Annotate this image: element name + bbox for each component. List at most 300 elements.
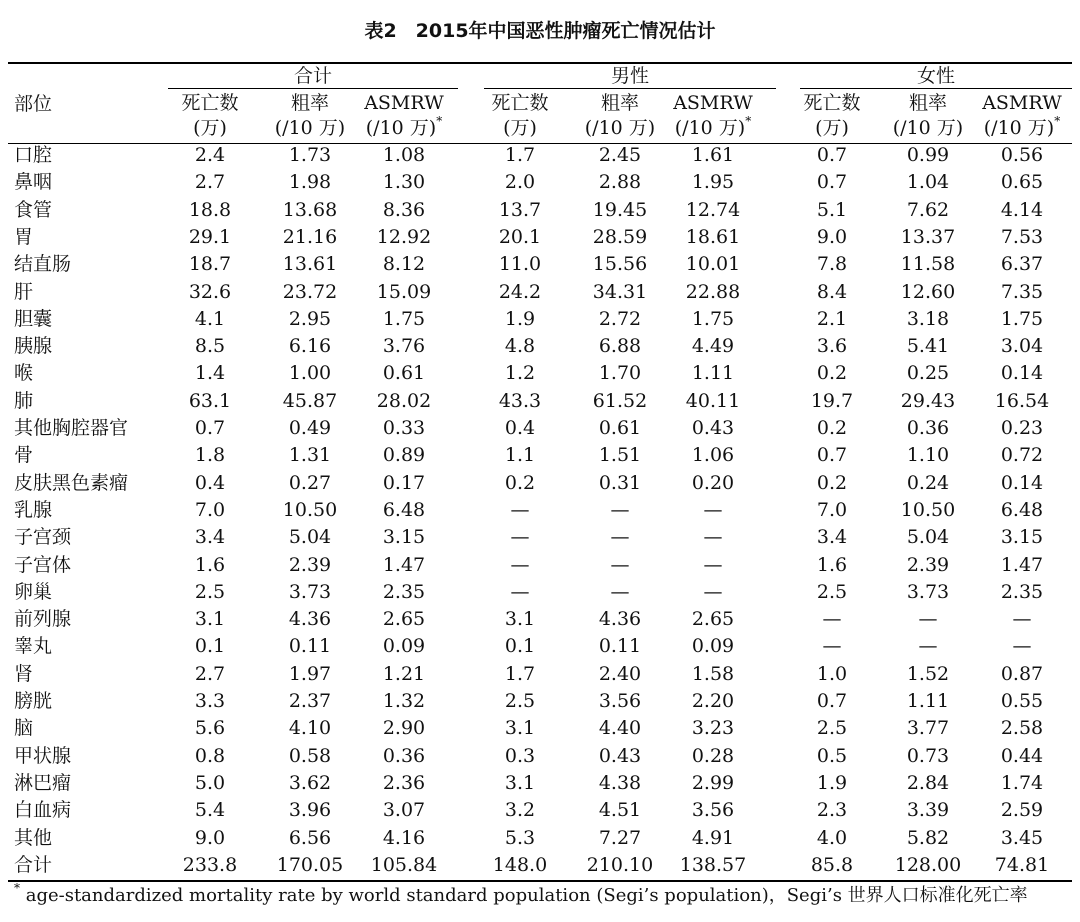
table-cell: 1.31 [288, 444, 332, 467]
subcolumn-header-line2 [262, 115, 358, 141]
table-cell: 13.68 [282, 198, 338, 221]
table-cell: 8.12 [382, 253, 426, 276]
subcolumn-header-line1: ASMRW [982, 92, 1062, 114]
table-cell: 10.01 [685, 253, 741, 276]
table-cell: 1.51 [598, 444, 642, 467]
table-cell: 0.27 [288, 471, 332, 494]
table-cell: 3.1 [194, 608, 226, 631]
table-cell: — [510, 526, 530, 549]
table-cell: 128.00 [894, 853, 962, 876]
table-cell: 43.3 [498, 389, 542, 412]
table-cell: — [918, 608, 938, 631]
row-site-label: 合计 [14, 853, 53, 876]
table-cell: 3.1 [504, 717, 536, 740]
table-cell: 5.3 [504, 826, 536, 849]
table-cell: 10.50 [900, 498, 956, 521]
table-cell: 1.10 [906, 444, 950, 467]
table-cell: 1.2 [504, 362, 536, 385]
table-cell: 3.1 [504, 608, 536, 631]
table-cell: 2.88 [598, 171, 642, 194]
table-cell: 0.55 [1000, 690, 1044, 712]
table-cell: 0.7 [816, 171, 848, 194]
table-title: 表2 2015年中国恶性肿瘤死亡情况估计 [364, 20, 716, 42]
table-cell: 29.43 [900, 389, 956, 412]
table-cell: 5.04 [288, 526, 332, 549]
row-site-label: 食管 [14, 198, 53, 221]
table-cell: 6.16 [288, 335, 332, 358]
table-cell: 0.73 [906, 744, 950, 767]
row-site-label: 胆囊 [14, 307, 53, 330]
row-site-label: 肺 [14, 389, 34, 412]
table-cell: 1.9 [504, 307, 536, 330]
table-cell: 18.8 [188, 198, 232, 221]
table-cell: 0.31 [598, 471, 642, 494]
table-cell: 3.18 [906, 307, 950, 330]
subcolumn-unit: (/10 万) [892, 117, 964, 139]
table-cell: 3.45 [1000, 826, 1044, 849]
table-cell: 1.75 [1000, 307, 1044, 330]
table-cell: 3.15 [382, 526, 426, 549]
table-cell: 2.35 [382, 580, 426, 603]
table-cell: 7.8 [816, 253, 848, 276]
table-cell: 2.37 [288, 690, 332, 712]
table-cell: 1.1 [504, 444, 536, 467]
table-cell: — [703, 526, 723, 549]
site-column-header: 部位 [14, 93, 53, 115]
table-cell: 1.52 [906, 662, 950, 685]
table-cell: — [918, 635, 938, 658]
table-cell: 2.95 [288, 307, 332, 330]
group-line-total [168, 88, 458, 89]
table-cell: 1.06 [691, 444, 735, 467]
table-cell: 0.33 [382, 417, 426, 439]
table-cell: 2.90 [382, 717, 426, 740]
group-female-header: 女性 [916, 65, 955, 87]
subcolumn-unit: (/10 万) [365, 117, 437, 139]
group-line-female [800, 88, 1072, 89]
table-cell: 3.73 [288, 580, 332, 603]
table-cell: 1.9 [816, 771, 848, 794]
subcolumn-header-line2 [880, 115, 976, 141]
table-cell: 2.35 [1000, 580, 1044, 603]
table-cell: 12.92 [376, 225, 432, 248]
table-cell: 13.37 [900, 225, 956, 248]
table-cell: 8.4 [816, 280, 848, 303]
table-cell: 2.0 [504, 171, 536, 194]
table-cell: 1.75 [382, 307, 426, 330]
row-site-label: 子宫颈 [14, 526, 72, 549]
table-cell: 0.7 [816, 144, 848, 166]
row-site-label: 卵巢 [14, 580, 53, 603]
table-cell: 1.11 [906, 690, 950, 712]
table-cell: 4.1 [194, 307, 226, 330]
table-cell: 0.44 [1000, 744, 1044, 767]
table-cell: 12.74 [685, 198, 741, 221]
table-cell: 3.1 [504, 771, 536, 794]
table-cell: 24.2 [498, 280, 542, 303]
table-cell: 0.7 [816, 690, 848, 712]
table-cell: 6.48 [1000, 498, 1044, 521]
table-cell: 1.00 [288, 362, 332, 385]
table-cell: 233.8 [182, 853, 238, 876]
table-cell: 210.10 [586, 853, 654, 876]
table-cell: 28.02 [376, 389, 432, 412]
table-cell: 4.36 [288, 608, 332, 631]
table-cell: 3.56 [691, 799, 735, 822]
table-cell: 7.53 [1000, 225, 1044, 248]
table-cell: 1.32 [382, 690, 426, 712]
table-cell: 0.11 [598, 635, 642, 658]
table-cell: 0.20 [691, 471, 735, 494]
table-cell: 6.48 [382, 498, 426, 521]
row-site-label: 脑 [14, 717, 34, 740]
row-site-label: 子宫体 [14, 553, 72, 576]
table-cell: 0.2 [816, 362, 848, 385]
table-cell: 2.7 [194, 171, 226, 194]
table-cell: 4.49 [691, 335, 735, 358]
table-cell: — [510, 580, 530, 603]
row-site-label: 甲状腺 [14, 744, 72, 767]
table-cell: 40.11 [685, 389, 741, 412]
subcolumn-header-line1: 死亡数 [181, 92, 239, 114]
table-cell: 16.54 [994, 389, 1050, 412]
table-cell: 0.17 [382, 471, 426, 494]
table-cell: 3.96 [288, 799, 332, 822]
subcolumn-unit: (/10 万) [983, 117, 1055, 139]
table-cell: 0.2 [504, 471, 536, 494]
table-cell: 3.15 [1000, 526, 1044, 549]
table-cell: 3.23 [691, 717, 735, 740]
table-cell: 5.0 [194, 771, 226, 794]
table-cell: 1.7 [504, 662, 536, 685]
row-site-label: 肝 [14, 280, 34, 303]
table-cell: 0.89 [382, 444, 426, 467]
table-cell: 3.76 [382, 335, 426, 358]
table-cell: 4.38 [598, 771, 642, 794]
table-cell: 63.1 [188, 389, 232, 412]
table-cell: 0.4 [194, 471, 226, 494]
row-site-label: 皮肤黑色素瘤 [14, 471, 129, 494]
table-cell: 0.58 [288, 744, 332, 767]
table-cell: 0.56 [1000, 144, 1044, 166]
subcolumn-header-line1: ASMRW [673, 92, 753, 114]
table-cell: — [610, 580, 630, 603]
row-site-label: 膀胱 [14, 690, 53, 712]
table-cell: 3.73 [906, 580, 950, 603]
table-cell: 0.87 [1000, 662, 1044, 685]
subcolumn-unit: (万) [193, 117, 227, 139]
table-cell: 74.81 [994, 853, 1050, 876]
group-total-header: 合计 [293, 65, 332, 87]
subcolumn-unit: (万) [815, 117, 849, 139]
table-cell: 0.36 [382, 744, 426, 767]
table-cell: 1.47 [1000, 553, 1044, 576]
table-cell: 3.77 [906, 717, 950, 740]
table-cell: 0.4 [504, 417, 536, 439]
subcolumn-header-line2 [665, 115, 761, 141]
table-cell: 0.28 [691, 744, 735, 767]
footnote-marker: * [14, 881, 20, 895]
table-cell: 1.74 [1000, 771, 1044, 794]
table-cell: 19.45 [592, 198, 648, 221]
table-cell: 2.58 [1000, 717, 1044, 740]
table-cell: 0.36 [906, 417, 950, 439]
subcolumn-header-line2 [572, 115, 668, 141]
table-cell: 3.2 [504, 799, 536, 822]
row-site-label: 其他胸腔器官 [14, 417, 129, 439]
table-cell: 5.41 [906, 335, 950, 358]
table-cell: 5.04 [906, 526, 950, 549]
table-cell: 7.27 [598, 826, 642, 849]
subcolumn-header-line1: 粗率 [290, 92, 329, 114]
row-site-label: 淋巴瘤 [14, 771, 72, 794]
table-cell: 0.24 [906, 471, 950, 494]
row-site-label: 乳腺 [14, 498, 53, 521]
table-cell: 2.20 [691, 690, 735, 712]
table-cell: 45.87 [282, 389, 338, 412]
table-cell: 8.36 [382, 198, 426, 221]
table-cell: 3.39 [906, 799, 950, 822]
footnote [14, 882, 1028, 910]
subcolumn-unit: (/10 万) [274, 117, 346, 139]
table-cell: — [703, 553, 723, 576]
table-cell: 2.4 [194, 144, 226, 166]
table-cell: 0.65 [1000, 171, 1044, 194]
subcolumn-header-line1: 粗率 [600, 92, 639, 114]
table-cell: 4.36 [598, 608, 642, 631]
table-cell: 2.39 [906, 553, 950, 576]
table-cell: 19.7 [810, 389, 854, 412]
table-cell: 4.0 [816, 826, 848, 849]
table-cell: 2.59 [1000, 799, 1044, 822]
table-cell: 6.88 [598, 335, 642, 358]
table-cell: 1.7 [504, 144, 536, 166]
table-cell: 0.3 [504, 744, 536, 767]
table-cell: 8.5 [194, 335, 226, 358]
table-cell: — [510, 553, 530, 576]
table-cell: 7.62 [906, 198, 950, 221]
table-cell: 3.3 [194, 690, 226, 712]
table-cell: 0.7 [194, 417, 226, 439]
table-cell: 15.56 [592, 253, 648, 276]
table-cell: 0.23 [1000, 417, 1044, 439]
table-cell: — [822, 635, 842, 658]
table-cell: 1.47 [382, 553, 426, 576]
table-cell: 0.7 [816, 444, 848, 467]
table-cell: 1.75 [691, 307, 735, 330]
table-cell: 4.40 [598, 717, 642, 740]
subcolumn-header-line2 [784, 115, 880, 141]
table-cell: 0.2 [816, 417, 848, 439]
subcolumn-unit: (万) [503, 117, 537, 139]
table-cell: 4.14 [1000, 198, 1044, 221]
table-cell: 1.58 [691, 662, 735, 685]
table-cell: 2.39 [288, 553, 332, 576]
table-cell: 61.52 [592, 389, 648, 412]
table-cell: 4.8 [504, 335, 536, 358]
table-cell: 9.0 [816, 225, 848, 248]
row-site-label: 鼻咽 [14, 171, 53, 194]
table-cell: 0.5 [816, 744, 848, 767]
table-cell: 1.73 [288, 144, 332, 166]
table-cell: 2.5 [194, 580, 226, 603]
table-cell: 29.1 [188, 225, 232, 248]
table-cell: 2.65 [691, 608, 735, 631]
table-cell: 3.07 [382, 799, 426, 822]
subcolumn-unit: (/10 万) [674, 117, 746, 139]
table-cell: 11.0 [498, 253, 542, 276]
table-cell: 0.72 [1000, 444, 1044, 467]
table-cell: 170.05 [276, 853, 344, 876]
table-cell: 15.09 [376, 280, 432, 303]
table-cell: 1.95 [691, 171, 735, 194]
table-cell: 2.45 [598, 144, 642, 166]
table-cell: 0.8 [194, 744, 226, 767]
table-cell: — [510, 498, 530, 521]
table-cell: 0.43 [691, 417, 735, 439]
table-cell: 4.10 [288, 717, 332, 740]
table-cell: — [610, 498, 630, 521]
asmrw-footnote-marker: * [745, 114, 752, 128]
table-cell: 2.36 [382, 771, 426, 794]
table-cell: 0.1 [194, 635, 226, 658]
table-cell: 2.65 [382, 608, 426, 631]
group-male-header: 男性 [610, 65, 649, 87]
table-cell: 0.25 [906, 362, 950, 385]
table-cell: 13.7 [498, 198, 542, 221]
table-cell: 0.09 [691, 635, 735, 658]
row-site-label: 胃 [14, 225, 34, 248]
table-cell: 2.40 [598, 662, 642, 685]
table-cell: 28.59 [592, 225, 648, 248]
row-site-label: 前列腺 [14, 608, 72, 631]
table-cell: 0.99 [906, 144, 950, 166]
table-cell: 0.14 [1000, 362, 1044, 385]
group-line-male [484, 88, 776, 89]
table-cell: 21.16 [282, 225, 338, 248]
table-cell: 0.09 [382, 635, 426, 658]
table-cell: 1.21 [382, 662, 426, 685]
subcolumn-header-line1: 死亡数 [803, 92, 861, 114]
asmrw-footnote-marker: * [436, 114, 443, 128]
table-cell: 0.43 [598, 744, 642, 767]
table-cell: 2.84 [906, 771, 950, 794]
row-site-label: 肾 [14, 662, 34, 685]
table-cell: 0.61 [598, 417, 642, 439]
row-site-label: 睾丸 [14, 635, 53, 658]
table-cell: 10.50 [282, 498, 338, 521]
table-cell: 2.5 [504, 690, 536, 712]
table-cell: — [1012, 635, 1032, 658]
table-cell: 5.6 [194, 717, 226, 740]
table-cell: 0.49 [288, 417, 332, 439]
table-cell: 1.61 [691, 144, 735, 166]
table-cell: 105.84 [370, 853, 438, 876]
table-cell: 1.70 [598, 362, 642, 385]
table-cell: 1.0 [816, 662, 848, 685]
table-cell: 1.6 [194, 553, 226, 576]
table-cell: 4.16 [382, 826, 426, 849]
subcolumn-header-line2 [356, 115, 452, 141]
table-cell: 5.82 [906, 826, 950, 849]
subcolumn-header-line2 [974, 115, 1070, 141]
table-cell: 3.4 [194, 526, 226, 549]
table-cell: 1.6 [816, 553, 848, 576]
table-cell: 138.57 [679, 853, 747, 876]
row-site-label: 其他 [14, 826, 53, 849]
table-cell: 0.2 [816, 471, 848, 494]
table-cell: 3.62 [288, 771, 332, 794]
table-cell: 34.31 [592, 280, 648, 303]
table-cell: 148.0 [492, 853, 548, 876]
table-cell: 0.11 [288, 635, 332, 658]
table-cell: 5.4 [194, 799, 226, 822]
table-cell: 1.97 [288, 662, 332, 685]
table-cell: 2.72 [598, 307, 642, 330]
subcolumn-unit: (/10 万) [584, 117, 656, 139]
table-cell: 18.7 [188, 253, 232, 276]
table-cell: 6.56 [288, 826, 332, 849]
table-cell: 7.0 [194, 498, 226, 521]
subcolumn-header-line1: 粗率 [908, 92, 947, 114]
table-cell: 9.0 [194, 826, 226, 849]
table-cell: 4.51 [598, 799, 642, 822]
table-cell: 2.5 [816, 717, 848, 740]
row-site-label: 胰腺 [14, 335, 53, 358]
table-cell: — [703, 580, 723, 603]
table-cell: 3.6 [816, 335, 848, 358]
table-cell: 20.1 [498, 225, 542, 248]
table-cell: 6.37 [1000, 253, 1044, 276]
table-cell: — [1012, 608, 1032, 631]
subcolumn-header-line1: ASMRW [364, 92, 444, 114]
table-cell: 85.8 [810, 853, 854, 876]
table-cell: 1.04 [906, 171, 950, 194]
table-cell: 22.88 [685, 280, 741, 303]
table-cell: 5.1 [816, 198, 848, 221]
table-cell: 1.30 [382, 171, 426, 194]
table-cell: 4.91 [691, 826, 735, 849]
row-site-label: 白血病 [14, 799, 72, 822]
table-cell: 0.14 [1000, 471, 1044, 494]
table-cell: 3.4 [816, 526, 848, 549]
row-site-label: 结直肠 [14, 253, 72, 276]
asmrw-footnote-marker: * [1054, 114, 1061, 128]
table-cell: 7.0 [816, 498, 848, 521]
table-cell: — [610, 526, 630, 549]
subcolumn-header-line2 [472, 115, 568, 141]
table-cell: 3.56 [598, 690, 642, 712]
table-cell: — [610, 553, 630, 576]
table-cell: 32.6 [188, 280, 232, 303]
table-cell: — [703, 498, 723, 521]
table-cell: 1.08 [382, 144, 426, 166]
table-cell: 7.35 [1000, 280, 1044, 303]
table-cell: 2.3 [816, 799, 848, 822]
table-cell: 2.99 [691, 771, 735, 794]
table-cell: 2.1 [816, 307, 848, 330]
table-cell: 23.72 [282, 280, 338, 303]
row-site-label: 喉 [14, 362, 34, 385]
table-cell: 18.61 [685, 225, 741, 248]
row-site-label: 骨 [14, 444, 34, 467]
table-cell: 3.04 [1000, 335, 1044, 358]
table-cell: 1.4 [194, 362, 226, 385]
table-cell: 11.58 [900, 253, 956, 276]
footnote-text: age-standardized mortality rate by world standard population (Segi’s population)，Segi’s 世界人口标准化死亡率 [20, 885, 1028, 906]
table-cell: 13.61 [282, 253, 338, 276]
table-cell: 1.98 [288, 171, 332, 194]
